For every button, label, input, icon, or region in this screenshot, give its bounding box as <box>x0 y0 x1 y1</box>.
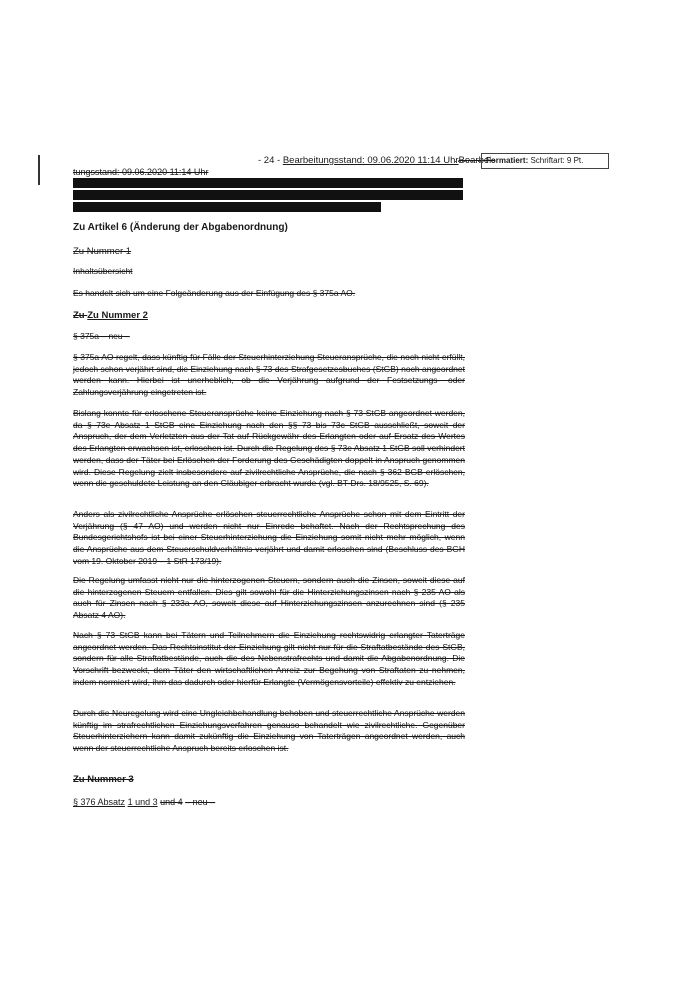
deleted-paragraph: Durch die Neuregelung wird eine Ungleichbehandlung behoben und steuerrechtliche Ansprüche werden künftig im strafrechtlichen Einziehungsverfahren genauso behandelt wie zivilrechtliche. Gegenüber Steuerhinterziehern kann damit zukünftig die Einziehung von Taterträgen angeordnet werden, auch wenn der steuerrechtliche Anspruch bereits erloschen ist. <box>73 708 465 754</box>
article-heading: Zu Artikel 6 (Änderung der Abgabenordnung) <box>73 222 288 233</box>
page-number: - 24 - <box>258 155 281 166</box>
deleted-line-375a: § 375a – neu – <box>73 331 130 341</box>
section-heading-nummer-3: Zu Nummer 3 <box>73 774 134 785</box>
comment-label: Formatiert: <box>486 156 529 165</box>
redaction-bar <box>73 202 381 212</box>
format-comment-balloon <box>481 153 609 169</box>
comment-connector <box>455 161 481 162</box>
section-heading-nummer-2: Zu Zu Nummer 2 <box>73 310 148 321</box>
deleted-line-inhaltsuebersicht: Inhaltsübersicht <box>73 266 133 276</box>
comment-text: Schriftart: 9 Pt. <box>530 156 584 165</box>
version-deleted-start: Bearbei- <box>458 155 495 166</box>
deleted-paragraph: Nach § 73 StGB kann bei Tätern und Teilnehmern die Einziehung rechtswidrig erlangter Taterträge angeordnet werden. Das Rechtsinstitut der Einziehung gilt nicht nur für die Straftatbestände des StGB, sondern für alle Straftatbestände, auch die des Nebenstrafrechts und damit die Abgabenordnung. Die Vorschrift bezweckt, dem Täter den wirtschaftlichen Anreiz zur Begehung von Straftaten zu nehmen, indem normiert wird, ihm das dadurch oder hierfür Erlangte (Vermögensvorteile) effektiv zu entziehen. <box>73 630 465 687</box>
deleted-paragraph: Anders als zivilrechtliche Ansprüche erlöschen steuerrechtliche Ansprüche schon mit dem Eintritt der Verjährung (§ 47 AO) und werden nicht nur Einrede behaftet. Nach der Rechtsprechung des Bundesgerichtshofs ist bei einer Steuerhinterziehung die Einziehung somit nicht mehr möglich, wenn die Ansprüche aus dem Steuerschuldverhältnis verjährt und damit erloschen sind (Beschluss des BGH vom 19. Oktober 2019 – 1 StR 173/19). <box>73 509 465 566</box>
deleted-paragraph-folgeaenderung: Es handelt sich um eine Folgeänderung aus der Einfügung des § 375a AO. <box>73 288 356 298</box>
redaction-bar <box>73 178 463 188</box>
version-inserted: Bearbeitungsstand: 09.06.2020 11:14 Uhr <box>282 155 459 166</box>
section-heading-nummer-1: Zu Nummer 1 <box>73 246 132 257</box>
redaction-bar <box>73 190 463 200</box>
deleted-paragraph: Die Regelung umfasst nicht nur die hinterzogenen Steuern, sondern auch die Zinsen, soweit diese auf die hinterzogenen Steuern entfallen. Dies gilt sowohl für die Hinterziehungszinsen nach § 235 AO als auch für Zinsen nach § 233a AO, soweit diese auf Hinterziehungszinsen anzurechnen sind (§ 235 Absatz 4 AO). <box>73 575 465 621</box>
version-deleted-end: tungsstand: 09.06.2020 11:14 Uhr <box>73 167 209 177</box>
paragraph-376-line: § 376 Absatz 1 und 3 und 4 – neu – <box>73 797 216 807</box>
deleted-paragraph: Bislang konnte für erloschene Steueransprüche keine Einziehung nach § 73 StGB angeordnet werden, da § 73e Absatz 1 StGB eine Einziehung nach den §§ 73 bis 73c StGB ausschließt, soweit der Anspruch, der dem Verletzten aus der Tat auf Rückgewähr des Erlangten oder auf Ersatz des Wertes des Erlangten erwachsen ist, erloschen ist. Durch die Regelung des § 73e Absatz 1 StGB soll verhindert werden, dass der Täter bei Erlöschen der Forderung des Geschädigten doppelt in Anspruch genommen wird. Diese Regelung zielt insbesondere auf zivilrechtliche Ansprüche, die nach § 362 BGB erlöschen, wenn die geschuldete Leistung an den Gläubiger erbracht wurde (vgl. BT-Drs. 18/9525, S. 69). <box>73 408 465 489</box>
scan-margin-line <box>38 155 40 185</box>
deleted-paragraph: § 375a AO regelt, dass künftig für Fälle der Steuerhinterziehung Steueransprüche, die noch nicht erfüllt, jedoch schon verjährt sind, die Einziehung nach § 73 des Strafgesetzesbuches (StGB) noch angeordnet werden kann. Hierbei ist unerheblich, ob die Verjährung aufgrund der Festsetzungs- oder Zahlungsverjährung eingetreten ist. <box>73 352 465 398</box>
